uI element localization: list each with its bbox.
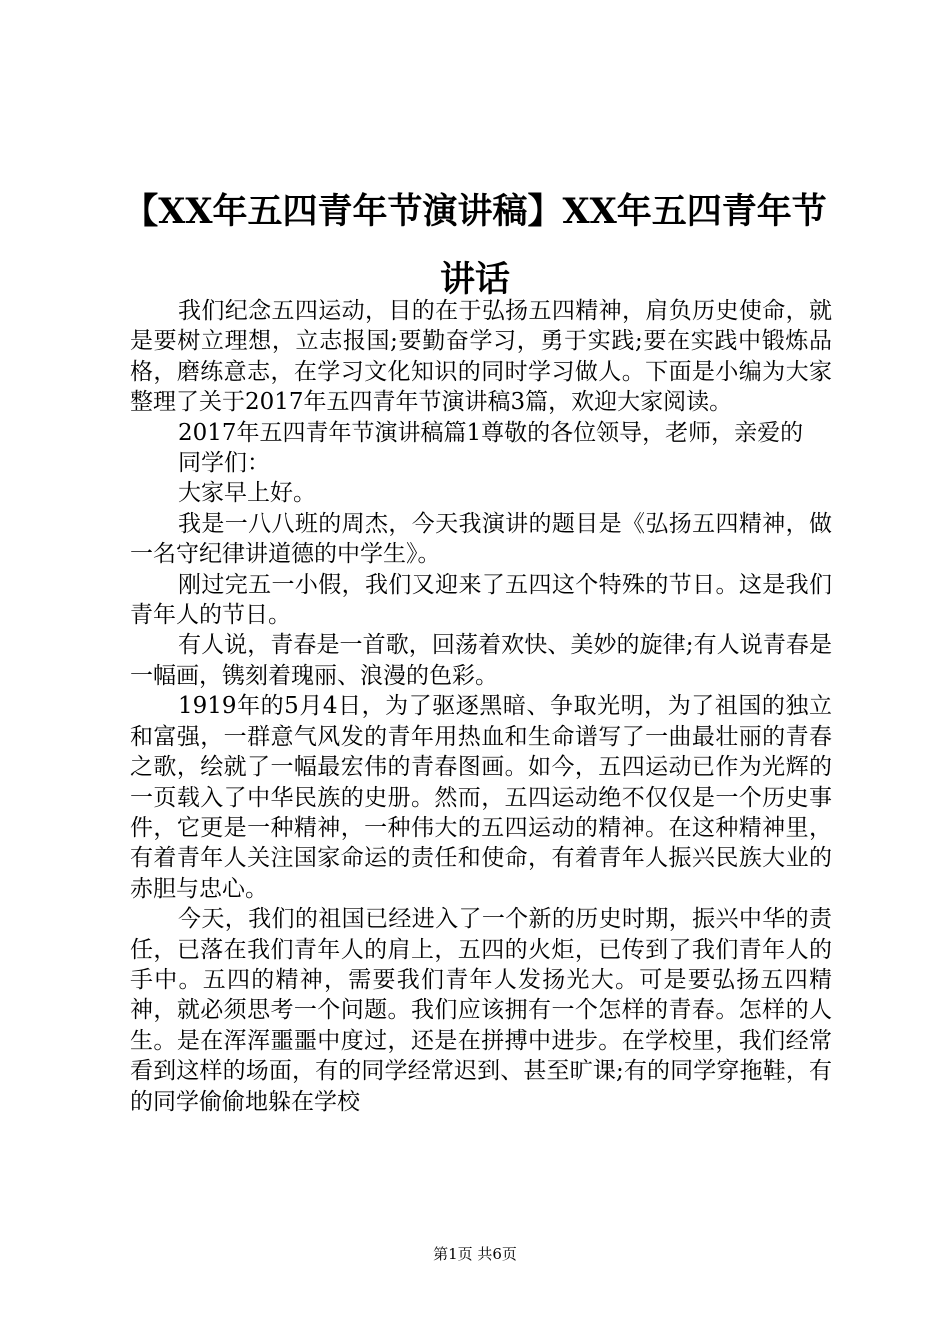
paragraph: 2017年五四青年节演讲稿篇1尊敬的各位领导，老师，亲爱的: [178, 419, 804, 446]
paragraph: 我是一八八班的周杰，今天我演讲的题目是《弘扬五四精神，做一名守纪律讲道德的中学生》。: [130, 510, 832, 568]
document-body: [130, 296, 832, 1117]
document-title: [110, 178, 840, 314]
title-line-2: 讲话: [439, 259, 510, 300]
paragraph: 刚过完五一小假，我们又迎来了五四这个特殊的节日。这是我们青年人的节日。: [130, 571, 832, 629]
paragraph: 同学们：: [178, 450, 270, 477]
page-number-footer: 第1页 共6页: [433, 1245, 517, 1263]
paragraph: 今天，我们的祖国已经进入了一个新的历史时期，振兴中华的责任，已落在我们青年人的肩上，五四的火炬，已传到了我们青年人的手中。五四的精神，需要我们青年人发扬光大。可是要弘扬五四精神，就必须思考一个问题。我们应该拥有一个怎样的青春。怎样的人生。是在浑浑噩噩中度过，还是在拼搏中进步。在学校里，我们经常看到这样的场面，有的同学经常迟到、甚至旷课;有的同学穿拖鞋，有的同学偷偷地躲在学校: [130, 906, 832, 1115]
paragraph: 有人说，青春是一首歌，回荡着欢快、美妙的旋律;有人说青春是一幅画，镌刻着瑰丽、浪漫的色彩。: [130, 632, 832, 689]
paragraph: 我们纪念五四运动，目的在于弘扬五四精神，肩负历史使命，就是要树立理想，立志报国;要勤奋学习，勇于实践;要在实践中锻炼品格，磨练意志，在学习文化知识的同时学习做人。下面是小编为大家整理了关于2017年五四青年节演讲稿3篇，欢迎大家阅读。: [130, 298, 832, 416]
paragraph: 大家早上好。: [178, 480, 316, 507]
title-line-1: 【XX年五四青年节演讲稿】XX年五四青年节: [123, 191, 827, 232]
paragraph: 1919年的5月4日，为了驱逐黑暗、争取光明，为了祖国的独立和富强，一群意气风发的青年用热血和生命谱写了一曲最壮丽的青春之歌，绘就了一幅最宏伟的青春图画。如今，五四运动已作为光辉的一页载入了中华民族的史册。然而，五四运动绝不仅仅是一个历史事件，它更是一种精神，一种伟大的五四运动的精神。在这种精神里，有着青年人关注国家命运的责任和使命，有着青年人振兴民族大业的赤胆与忠心。: [130, 693, 832, 902]
